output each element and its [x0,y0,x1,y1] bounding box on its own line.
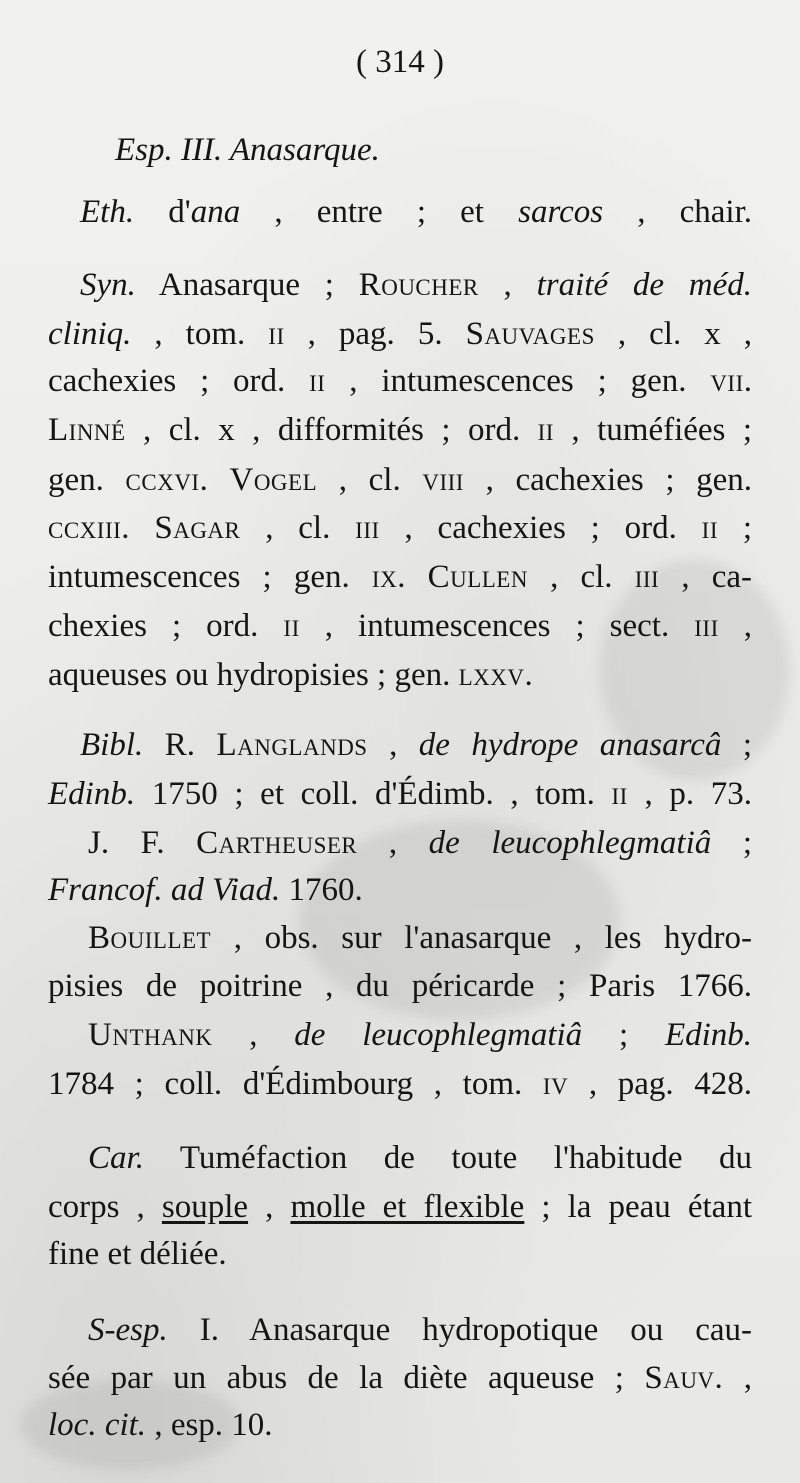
text-line: sée par un abus de la diète aqueuse ; Sauv. , [48,1360,752,1396]
text-line: Edinb. 1750 ; et coll. d'Édimb. , tom. ii , p. 73. [48,776,752,812]
text-line: gen. ccxvi. Vogel , cl. viii , cachexies ; gen. [48,462,753,498]
text-line: Eth. d'ana , entre ; et sarcos , chair. [80,194,753,230]
text-line: Unthank , de leucophlegmatiâ ; Edinb. [88,1017,753,1053]
species-heading: Esp. III. Anasarque. [115,132,380,168]
text-line: Francof. ad Viad. 1760. [48,872,363,908]
text-line: Bouillet , obs. sur l'anasarque , les hydro- [88,920,752,956]
text-line: cliniq. , tom. ii , pag. 5. Sauvages , cl. x , [48,316,752,352]
text-line: chexies ; ord. ii , intumescences ; sect. iii , [48,608,753,644]
text-line: Linné , cl. x , difformités ; ord. ii , tuméfiées ; [48,412,752,448]
text-line: ccxiii. Sagar , cl. iii , cachexies ; ord. ii ; [48,510,752,546]
page-number: ( 314 ) [356,44,444,80]
text-line: cachexies ; ord. ii , intumescences ; gen. vii. [48,363,752,399]
text-line: Bibl. R. Langlands , de hydrope anasarcâ ; [80,727,753,763]
text-line: J. F. Cartheuser , de leucophlegmatiâ ; [88,825,753,861]
text-line: Car. Tuméfaction de toute l'habitude du [88,1140,752,1176]
text-line: corps , souple , molle et flexible ; la peau étant [48,1189,752,1225]
text-line: Syn. Anasarque ; Roucher , traité de méd. [80,267,753,303]
text-line: intumescences ; gen. ix. Cullen , cl. iii , ca- [48,559,752,595]
text-line: fine et déliée. [48,1236,227,1272]
text-line: aqueuses ou hydropisies ; gen. lxxv. [48,657,533,693]
text-line: pisies de poitrine , du péricarde ; Paris 1766. [48,968,752,1004]
text-line: loc. cit. , esp. 10. [48,1407,273,1443]
text-line: S-esp. I. Anasarque hydropotique ou cau- [88,1312,752,1348]
text-line: 1784 ; coll. d'Édimbourg , tom. iv , pag. 428. [48,1066,752,1102]
